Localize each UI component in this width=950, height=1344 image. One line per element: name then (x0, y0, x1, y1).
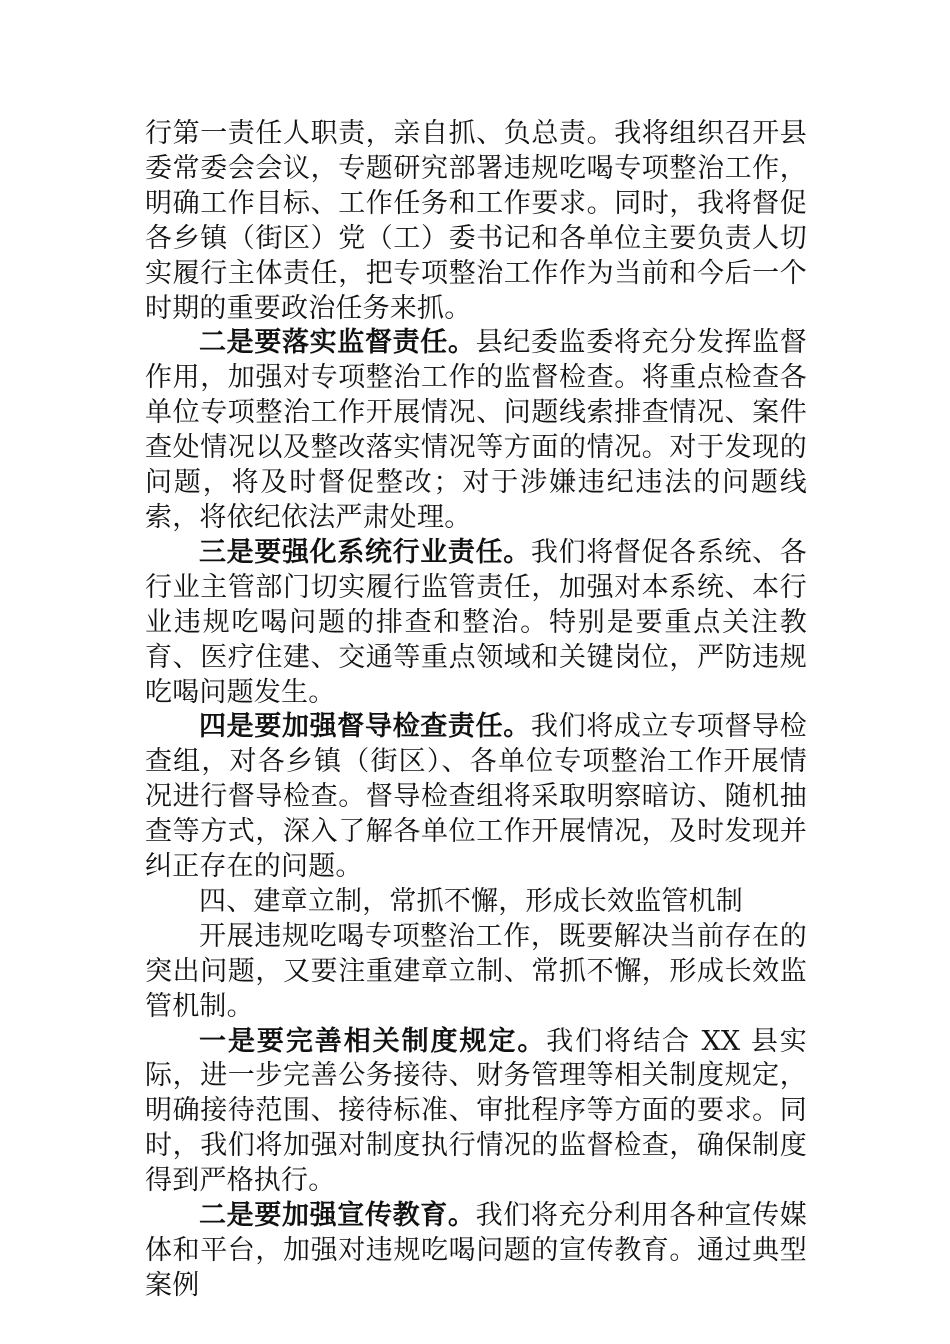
section-heading-text: 四、建章立制，常抓不懈，形成长效监管机制 (199, 885, 743, 917)
paragraph-2 (145, 326, 807, 535)
paragraph-4 (145, 710, 807, 885)
paragraph-7 (145, 1025, 807, 1200)
paragraph-6-text: 开展违规吃喝专项整治工作，既要解决当前存在的突出问题，又要注重建章立制、常抓不懈，形成长效监管机制。 (145, 920, 807, 1022)
paragraph-3 (145, 536, 807, 711)
paragraph-1-text: 行第一责任人职责，亲自抓、负总责。我将组织召开县委常委会会议，专题研究部署违规吃喝专项整治工作，明确工作目标、工作任务和工作要求。同时，我将督促各乡镇（街区）党（工）委书记和各单位主要负责人切实履行主体责任，把专项整治工作作为当前和今后一个时期的重要政治任务来抓。 (145, 118, 807, 324)
paragraph-4-text: 我们将成立专项督导检查组，对各乡镇（街区）、各单位专项整治工作开展情况进行督导检查。督导检查组将采取明察暗访、随机抽查等方式，深入了解各单位工作开展情况，及时发现并纠正存在的问题。 (145, 711, 808, 883)
paragraph-4-lead: 四是要加强督导检查责任。 (199, 711, 531, 743)
document-page (145, 117, 807, 1304)
section-heading (145, 885, 807, 920)
paragraph-7-text: 我们将结合 XX 县实际，进一步完善公务接待、财务管理等相关制度规定，明确接待范围、接待标准、审批程序等方面的要求。同时，我们将加强对制度执行情况的监督检查，确保制度得到严格执行。 (145, 1025, 808, 1197)
paragraph-8-lead: 二是要加强宣传教育。 (199, 1200, 476, 1232)
paragraph-2-text: 县纪委监委将充分发挥监督作用，加强对专项整治工作的监督检查。将重点检查各单位专项整治工作开展情况、问题线索排查情况、案件查处情况以及整改落实情况等方面的情况。对于发现的问题，将及时督促整改；对于涉嫌违纪违法的问题线索，将依纪依法严肃处理。 (145, 327, 808, 533)
paragraph-8-text: 我们将充分利用各种宣传媒体和平台，加强对违规吃喝问题的宣传教育。通过典型案例 (145, 1200, 808, 1301)
paragraph-8 (145, 1199, 807, 1304)
paragraph-7-lead: 一是要完善相关制度规定。 (199, 1025, 547, 1057)
paragraph-3-text: 我们将督促各系统、各行业主管部门切实履行监管责任，加强对本系统、本行业违规吃喝问题的排查和整治。特别是要重点关注教育、医疗住建、交通等重点领域和关键岗位，严防违规吃喝问题发生。 (145, 536, 808, 708)
paragraph-3-lead: 三是要强化系统行业责任。 (199, 536, 531, 568)
paragraph-2-lead: 二是要落实监督责任。 (199, 327, 476, 359)
paragraph-1 (145, 117, 807, 326)
paragraph-6 (145, 920, 807, 1025)
